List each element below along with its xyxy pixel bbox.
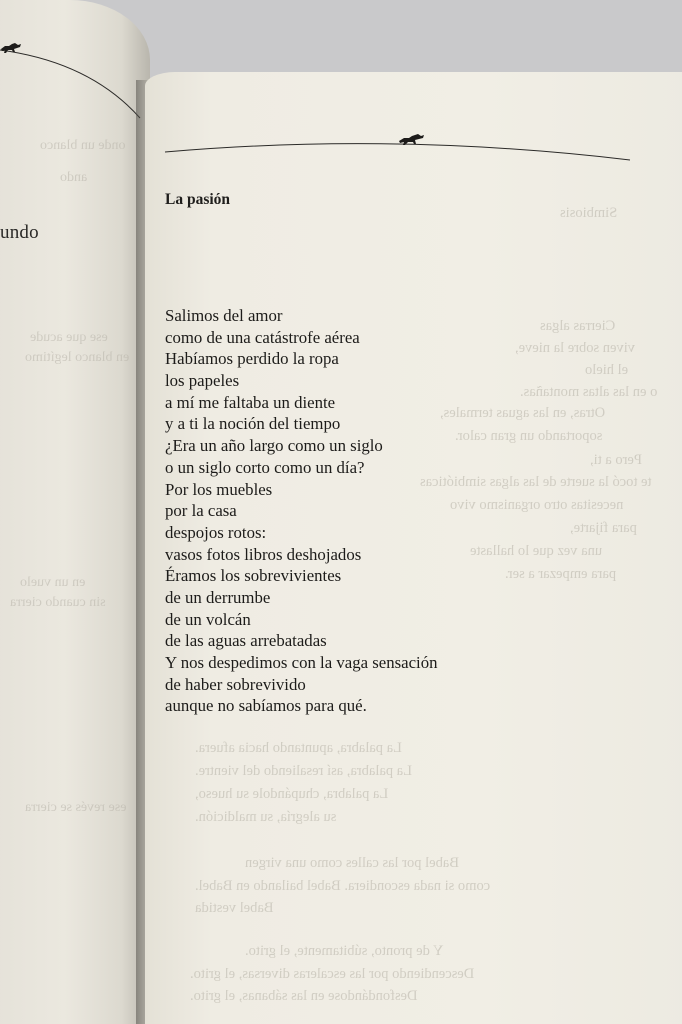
poem-line: por la casa — [165, 501, 237, 521]
poem-line: Éramos los sobrevivientes — [165, 566, 342, 586]
poem-line: como de una catástrofe aérea — [165, 327, 360, 347]
poem-line: y a ti la noción del tiempo — [165, 414, 341, 434]
book-photo: undo onde un blanco ando ese que acude en blanco legítimo en un vuelo sin cuando cierra ese revés se cierra Simbiosis Cierras algas viven sobre la nieve, el hielo o en las altas montañas. Otras, en las aguas termales, soportando un gran calor. Pero a ti, te tocó la suerte de las algas simbióticas necesitas otro organismo vivo para fijarte, una vez que lo hallaste para empezar a ser. La palabra, apuntando hacia afuera. La palabra, así resaliendo del vientre. La palabra, chupándole su hueso, su alegría, su maldición. Babel por las calles como una virgen como si nada escondiera. Babel bailando en Babel. Babel vestida Y de pronto, súbitamente, el grito. Descendiendo por las escaleras diversas, el grito. Desfondándose en las sábanas, el grito. La pasión Salimos del amor como de una catástrofe aérea Habíamos perdido la ropa los papeles a mí me faltaba un diente y a ti la noción del tiempo ¿Era un año largo como un siglo o un siglo corto como un día? Por los muebles por la casa despojos rotos: vasos fotos libros deshojados Éramos los sobrevivientes de un derrumbe de un volcán de las aguas arrebatadas Y nos despedimos con la vaga sensación de haber sobrevivido aunque no sabíamos para qué. — [0, 0, 682, 1024]
poem-body — [165, 305, 437, 717]
poem-line: vasos fotos libros deshojados — [165, 544, 362, 564]
poem-line: aunque no sabíamos para qué. — [165, 696, 367, 716]
poem-line: de haber sobrevivido — [165, 674, 306, 694]
poem-line: Salimos del amor — [165, 306, 283, 325]
left-page-word: undo — [0, 222, 39, 243]
running-horse-icon — [0, 40, 24, 56]
poem-line: de un derrumbe — [165, 587, 271, 607]
poem-line: Habíamos perdido la ropa — [165, 349, 339, 369]
poem-line: despojos rotos: — [165, 522, 267, 542]
poem-line: o un siglo corto como un día? — [165, 457, 365, 477]
left-page-rule — [0, 0, 150, 130]
poem-line: los papeles — [165, 371, 240, 391]
poem-line: de las aguas arrebatadas — [165, 631, 327, 651]
poem-line: Y nos despedimos con la vaga sensación — [165, 653, 438, 672]
running-horse-icon — [398, 131, 426, 147]
poem-line: a mí me faltaba un diente — [165, 392, 336, 412]
poem-line: ¿Era un año largo como un siglo — [165, 436, 383, 456]
poem-title: La pasión — [165, 191, 231, 208]
poem-line: de un volcán — [165, 609, 251, 629]
poem-line: Por los muebles — [165, 479, 273, 499]
